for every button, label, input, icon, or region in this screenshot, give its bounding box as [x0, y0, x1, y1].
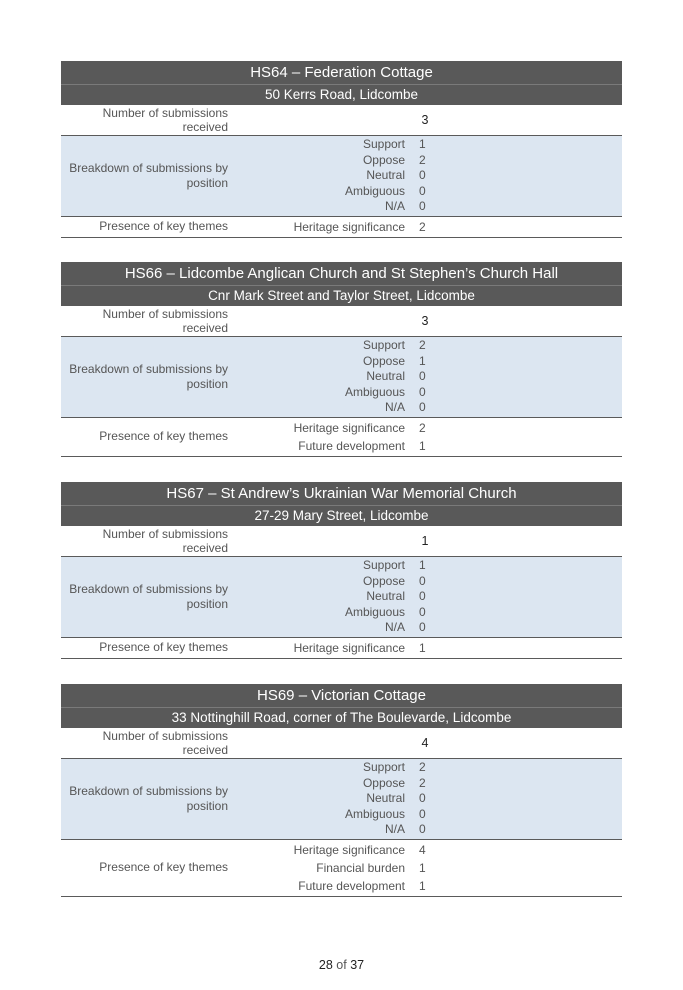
position-value: 0 [419, 369, 426, 384]
key-themes-row [61, 217, 622, 238]
count-label: Number of submissions received [102, 106, 228, 134]
table-title: HS69 – Victorian Cottage [61, 684, 622, 708]
key-themes-row [61, 840, 622, 897]
count-label: Number of submissions received [102, 729, 228, 757]
position-label: Oppose [362, 775, 405, 790]
submission-count-row [61, 306, 622, 337]
position-value: 0 [419, 589, 426, 604]
position-label: Support [362, 760, 405, 774]
position-value: 2 [419, 338, 426, 352]
position-value: 0 [419, 400, 426, 415]
page-number [0, 958, 683, 972]
position-item [228, 184, 622, 200]
position-value: 2 [419, 152, 426, 167]
table-title: HS66 – Lidcombe Anglican Church and St Stephen’s Church Hall [61, 262, 622, 286]
key-themes-row [61, 418, 622, 457]
heritage-table-hs69 [61, 684, 622, 897]
table-address: 27-29 Mary Street, Lidcombe [61, 506, 622, 526]
position-value: 0 [419, 791, 426, 806]
position-item [228, 400, 622, 416]
theme-value: 4 [419, 842, 426, 857]
count-value: 3 [421, 314, 429, 328]
count-label: Number of submissions received [102, 307, 228, 335]
position-label: Ambiguous [344, 604, 405, 619]
table-title: HS67 – St Andrew’s Ukrainian War Memorial Church [61, 482, 622, 506]
position-value: 0 [419, 183, 426, 198]
position-label: Support [362, 137, 405, 151]
theme-value: 1 [419, 640, 426, 655]
current-page: 28 [318, 958, 333, 972]
theme-value: 2 [419, 420, 426, 435]
position-label: Ambiguous [344, 806, 405, 821]
heritage-table-hs64 [61, 61, 622, 238]
position-value: 0 [419, 168, 426, 183]
themes-label: Presence of key themes [99, 640, 228, 655]
position-value: 2 [419, 760, 426, 774]
position-item [228, 153, 622, 169]
position-label: Neutral [366, 589, 405, 604]
count-value: 1 [421, 534, 429, 548]
submission-count-row [61, 105, 622, 136]
position-label: Ambiguous [344, 384, 405, 399]
table-title: HS64 – Federation Cottage [61, 61, 622, 85]
table-address: 50 Kerrs Road, Lidcombe [61, 85, 622, 105]
position-item [228, 558, 622, 574]
key-themes-row [61, 638, 622, 659]
position-label: Ambiguous [344, 183, 405, 198]
position-value: 0 [419, 806, 426, 821]
position-item [228, 385, 622, 401]
themes-label: Presence of key themes [99, 429, 228, 444]
themes-label: Presence of key themes [99, 860, 228, 875]
table-address: Cnr Mark Street and Taylor Street, Lidcombe [61, 286, 622, 306]
position-item [228, 354, 622, 370]
position-item [228, 574, 622, 590]
position-item [228, 760, 622, 776]
position-value: 0 [419, 822, 426, 837]
position-breakdown-row [61, 759, 622, 840]
theme-item [228, 419, 622, 437]
position-value: 0 [419, 573, 426, 588]
position-item [228, 620, 622, 636]
position-label: Oppose [362, 353, 405, 368]
position-label: Neutral [366, 791, 405, 806]
theme-item [228, 877, 622, 895]
submission-count-row [61, 526, 622, 557]
table-address: 33 Nottinghill Road, corner of The Boulevarde, Lidcombe [61, 708, 622, 728]
theme-item [228, 639, 622, 657]
theme-item [228, 218, 622, 236]
position-item [228, 168, 622, 184]
position-item [228, 807, 622, 823]
position-item [228, 822, 622, 838]
theme-item [228, 841, 622, 859]
heritage-table-hs67 [61, 482, 622, 659]
position-label: Oppose [362, 573, 405, 588]
theme-label: Future development [298, 878, 405, 893]
position-label: Neutral [366, 168, 405, 183]
position-label: Neutral [366, 369, 405, 384]
position-breakdown-row [61, 136, 622, 217]
position-value: 0 [419, 604, 426, 619]
position-label: N/A [384, 620, 405, 635]
position-label: N/A [384, 199, 405, 214]
theme-item [228, 859, 622, 877]
theme-value: 1 [419, 878, 426, 893]
position-label: N/A [384, 822, 405, 837]
theme-label: Future development [298, 438, 405, 453]
theme-label: Financial burden [316, 860, 405, 875]
position-breakdown-row [61, 337, 622, 418]
position-value: 0 [419, 620, 426, 635]
page-of-label: of [336, 958, 347, 972]
position-item [228, 369, 622, 385]
position-item [228, 199, 622, 215]
position-label: Support [362, 558, 405, 572]
count-value: 3 [421, 113, 429, 127]
theme-label: Heritage significance [293, 640, 405, 655]
position-item [228, 791, 622, 807]
position-breakdown-row [61, 557, 622, 638]
breakdown-label: Breakdown of submissions by position [69, 581, 228, 611]
position-item [228, 605, 622, 621]
breakdown-label: Breakdown of submissions by position [69, 160, 228, 190]
position-value: 1 [419, 353, 426, 368]
theme-value: 2 [419, 219, 426, 234]
position-label: Support [362, 338, 405, 352]
breakdown-label: Breakdown of submissions by position [69, 361, 228, 391]
position-item [228, 338, 622, 354]
position-item [228, 137, 622, 153]
position-item [228, 589, 622, 605]
submission-count-row [61, 728, 622, 759]
theme-value: 1 [419, 860, 426, 875]
position-label: N/A [384, 400, 405, 415]
themes-label: Presence of key themes [99, 219, 228, 234]
heritage-table-hs66 [61, 262, 622, 457]
position-label: Oppose [362, 152, 405, 167]
position-value: 0 [419, 384, 426, 399]
position-value: 0 [419, 199, 426, 214]
position-item [228, 776, 622, 792]
theme-value: 1 [419, 438, 426, 453]
breakdown-label: Breakdown of submissions by position [69, 783, 228, 813]
theme-item [228, 437, 622, 455]
position-value: 2 [419, 775, 426, 790]
count-label: Number of submissions received [102, 527, 228, 555]
theme-label: Heritage significance [293, 219, 405, 234]
count-value: 4 [421, 736, 429, 750]
position-value: 1 [419, 558, 426, 572]
position-value: 1 [419, 137, 426, 151]
theme-label: Heritage significance [293, 420, 405, 435]
theme-label: Heritage significance [293, 842, 405, 857]
total-pages: 37 [350, 958, 365, 972]
